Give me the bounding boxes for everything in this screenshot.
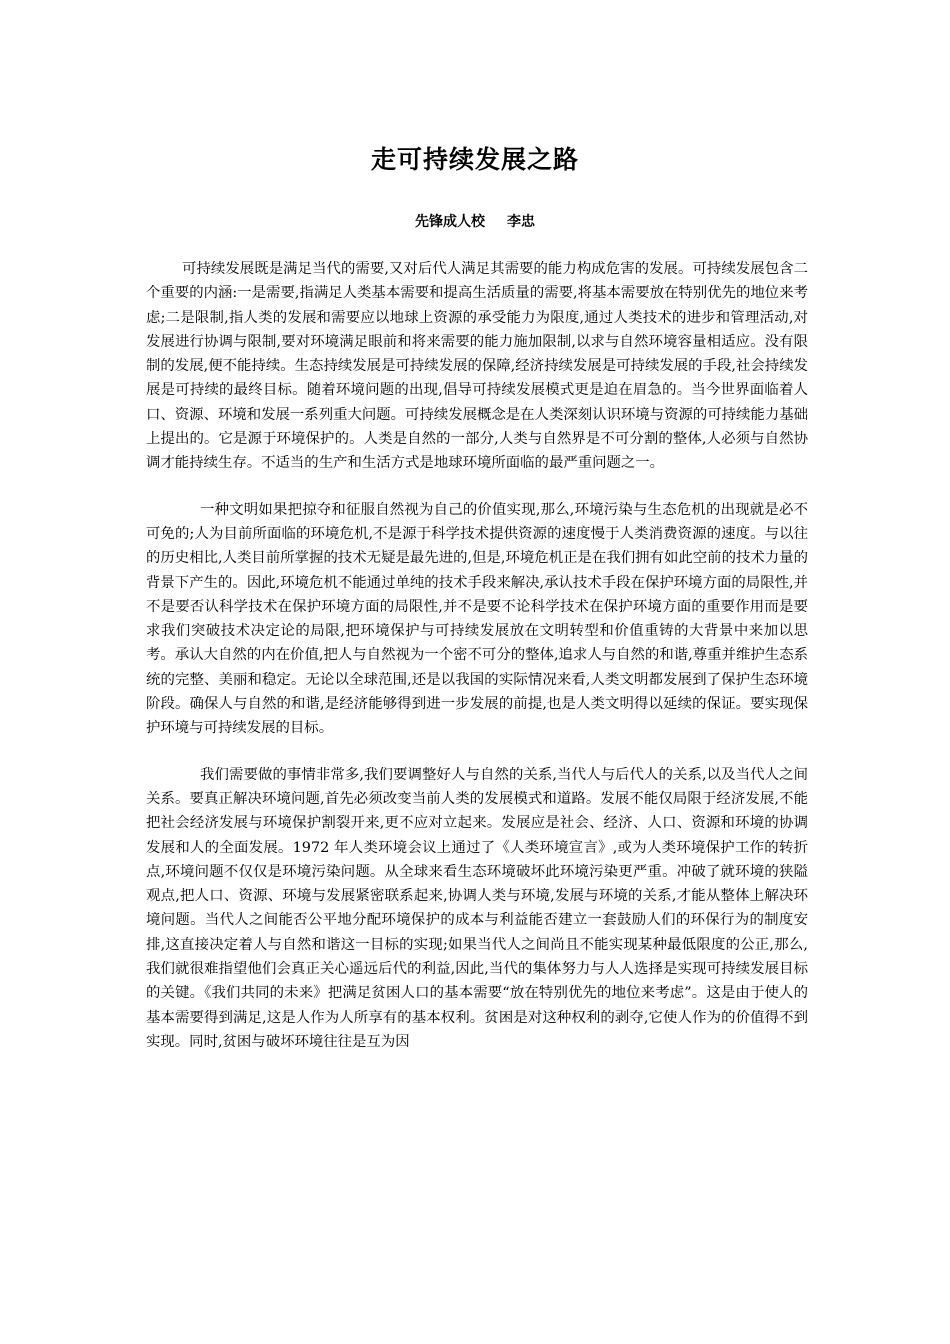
- paragraph-2: 一种文明如果把掠夺和征服自然视为自己的价值实现,那么,环境污染与生态危机的出现就是必不可免的;人为目前所面临的环境危机,不是源于科学技术提供资源的速度慢于人类消费资源的速度。与以往的历史相比,人类目前所掌握的技术无疑是最先进的,但是,环境危机正是在我们拥有如此空前的技术力量的背景下产生的。因此,环境危机不能通过单纯的技术手段来解决,承认技术手段在保护环境方面的局限性,并不是要否认科学技术在保护环境方面的局限性,并不是要不论科学技术在保护环境方面的重要作用而是要求我们突破技术决定论的局限,把环境保护与可持续发展放在文明转型和价值重铸的大背景中来加以思考。承认大自然的内在价值,把人与自然视为一个密不可分的整体,追求人与自然的和谐,尊重并维护生态系统的完整、美丽和稳定。无论以全球范围,还是以我国的实际情况来看,人类文明都发展到了保护生态环境阶段。确保人与自然的和谐,是经济能够得到进一步发展的前提,也是人类文明得以延续的保证。要实现保护环境与可持续发展的目标。: [146, 501, 808, 737]
- paragraph-3: 我们需要做的事情非常多,我们要调整好人与自然的关系,当代人与后代人的关系,以及当代人之间关系。要真正解决环境问题,首先必须改变当前人类的发展模式和道路。发展不能仅局限于经济发展,不能把社会经济发展与环境保护割裂开来,更不应对立起来。发展应是社会、经济、人口、资源和环境的协调发展和人的全面发展。1972 年人类环境会议上通过了《人类环境宣言》,或为人类环境保护工作的转折点,环境问题不仅仅是环境污染问题。从全球来看生态环境破坏此环境污染更严重。冲破了就环境的狭隘观点,把人口、资源、环境与发展紧密联系起来,协调人类与环境,发展与环境的关系,才能从整体上解决环境问题。当代人之间能否公平地分配环境保护的成本与利益能否建立一套鼓励人们的环保行为的制度安排,这直接决定着人与自然和谐这一目标的实现;如果当代人之间尚且不能实现某种最低限度的公正,那么,我们就很难指望他们会真正关心遥远后代的利益,因此,当代的集体努力与人人选择是实现可持续发展目标的关键。《我们共同的未来》把满足贫困人口的基本需要“放在特别优先的地位来考虑”。这是由于使人的基本需要得到满足,这是人作为人所享有的基本权利。贫困是对这种权利的剥夺,它使人作为的价值得不到实现。同时,贫困与破坏环境往往是互为因: [146, 766, 808, 1050]
- document-title: 走可持续发展之路: [370, 145, 579, 174]
- author-name: 李忠: [507, 214, 535, 230]
- author-school: 先锋成人校: [415, 214, 485, 230]
- author-line: [0, 211, 950, 231]
- paragraph-1: 可持续发展既是满足当代的需要,又对后代人满足其需要的能力构成危害的发展。可持续发展包含二个重要的内涵:一是需要,指满足人类基本需要和提高生活质量的需要,将基本需要放在特别优先的地位来考虑;二是限制,指人类的发展和需要应以地球上资源的承受能力为限度,通过人类技术的进步和管理活动,对发展进行协调与限制,要对环境满足眼前和将来需要的能力施加限制,以求与自然环境容量相适应。没有限制的发展,便不能持续。生态持续发展是可持续发展的保障,经济持续发展是可持续发展的手段,社会持续发展是可持续的最终目标。随着环境问题的出现,倡导可持续发展模式更是迫在眉急的。当今世界面临着人口、资源、环境和发展一系列重大问题。可持续发展概念是在人类深刻认识环境与资源的可持续能力基础上提出的。它是源于环境保护的。人类是自然的一部分,人类与自然界是不可分割的整体,人必须与自然协调才能持续生存。不适当的生产和生活方式是地球环境所面临的最严重问题之一。: [146, 261, 808, 472]
- article-body: [146, 257, 808, 1054]
